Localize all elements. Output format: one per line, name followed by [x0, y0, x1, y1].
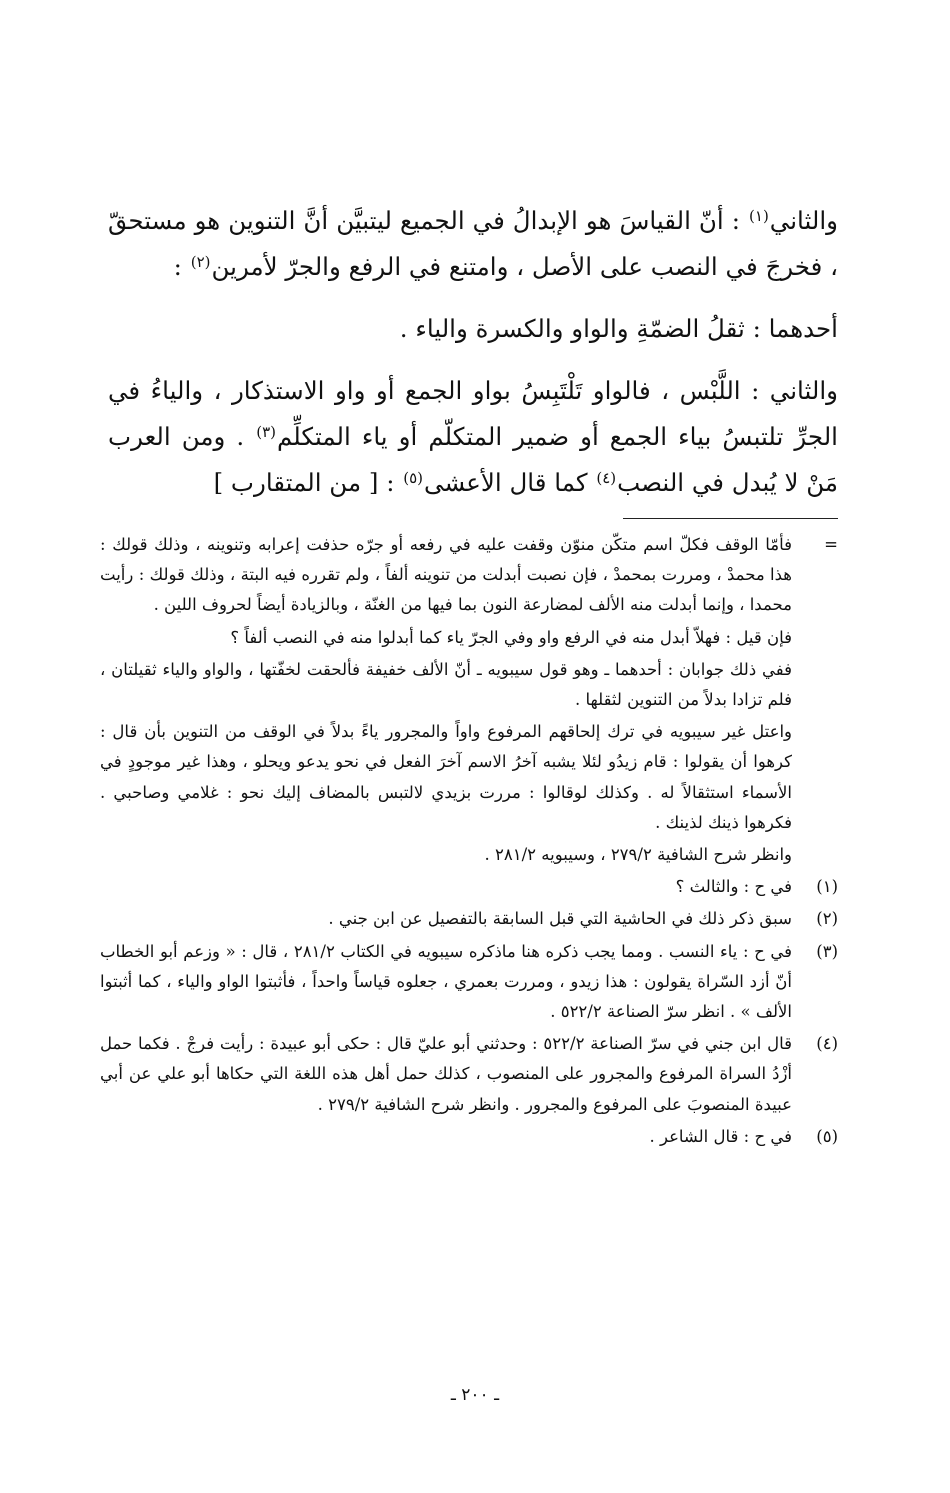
main-text [108, 198, 838, 522]
footnote-paragraph: وانظر شرح الشافية ٢٧٩/٢ ، وسيبويه ٢٨١/٢ . [484, 845, 792, 865]
footnote-continuation [100, 530, 838, 872]
paragraph-second-reason [108, 198, 838, 290]
footnote-text: في ح : ياء النسب . ومما يجب ذكره هنا ماذكره سيبويه في الكتاب ٢٨١/٢ ، قال : « وزعم أبو الخطاب أنّ أزد السّراة يقولون : هذا زيدو ، ومررت بعمري ، جعلوه قياساً واحداً ، فأثبتوا الواو والياء ، كما أثبتوا الألف » . انظر سرّ الصناعة ٥٢٢/٢ . [100, 941, 793, 1022]
footnote-body [100, 1122, 792, 1154]
footnotes [100, 530, 838, 1154]
footnote-number: (٣) [816, 941, 838, 961]
footnote-ref-1[interactable]: (١) [749, 206, 769, 225]
footnote-paragraph: واعتل غير سيبويه في ترك إلحاقهم المرفوع واواً والمجرور ياءً بدلاً في الوقف من التنوين بأن قال : كرهوا أن يقولوا : قام زيدُو لئلا يشبه آخرُ الاسم آخرَ الفعل في نحو يدعو ويحلو ، وهذا غير موجودٍ في الأسماء استثقالاً له . وكذلك لوقالوا : مررت بزيدي لالتبس بالمضاف إليك نحو : غلامي وصاحبي . فكرهوا ذينك لذينك . [100, 722, 792, 832]
footnote-4 [100, 1029, 838, 1122]
footnote-paragraph: فأمّا الوقف فكلّ اسم متكّن منوّن وقفت عليه في رفعه أو جرّه حذفت إعرابه وتنوينه ، وذلك قولك : هذا محمدْ ، ومررت بمحمدْ ، فإن نصبت أبدلت من تنوينه ألفاً ، ولم تقرره فيه البتة ، وذلك قولك : رأيت محمدا ، وإنما أبدلت منه الألف لمضارعة النون بما فيها من الغنّة ، وبالزيادة أيضاً لحروف اللين . [100, 535, 792, 615]
text-segment: : أنّ القياسَ هو الإبدالُ في الجميع ليتبيَّن أنَّ التنوين هو مستحقّ ، فخرجَ في النصب على الأصل ، وامتنع في الرفع والجرّ لأمرين [108, 206, 838, 281]
text-segment: : [ من المتقارب ] [213, 468, 403, 497]
footnote-5 [100, 1122, 838, 1154]
paragraph-second-cause [108, 368, 838, 506]
footnote-number: (١) [816, 877, 838, 897]
footnote-ref-4[interactable]: (٤) [596, 468, 617, 487]
footnote-body [100, 872, 792, 904]
continuation-marker: = [824, 535, 838, 554]
footnote-1 [100, 872, 838, 904]
footnote-2 [100, 904, 838, 936]
footnote-paragraph: فإن قيل : فهلاّ أبدل منه في الرفع واو وفي الجرّ ياء كما أبدلوا منه في النصب ألفاً ؟ [230, 627, 792, 647]
footnote-ref-5[interactable]: (٥) [403, 468, 424, 487]
footnote-body [100, 904, 792, 936]
footnote-3 [100, 937, 838, 1030]
text-segment: والثاني [769, 206, 838, 235]
footnote-paragraph: ففي ذلك جوابان : أحدهما ـ وهو قول سيبويه ـ أنّ الألف خفيفة فألحقت لخفّتها ، والواو والياء ثقيلتان ، فلم تزادا بدلاً من التنوين لثقلها . [100, 659, 792, 710]
footnote-text: في ح : والثالث ؟ [675, 877, 792, 897]
footnote-body [100, 1029, 792, 1122]
text-segment: : [173, 252, 190, 281]
footnote-number: (٤) [816, 1034, 838, 1054]
paragraph-first-cause: أحدهما : ثقلُ الضمّةِ والواو والكسرة والياء . [399, 314, 838, 343]
footnote-text: قال ابن جني في سرّ الصناعة ٥٢٢/٢ : وحدثني أبو عليّ قال : حكى أبو عبيدة : رأيت فرجْ . فكما حمل أزْدُ السراة المرفوع والمجرور على المنصوب ، كذلك حمل أهل هذه اللغة التي حكاها أبو علي عن أبي عبيدة المنصوبَ على المرفوع والمجرور . وانظر شرح الشافية ٢٧٩/٢ . [100, 1034, 793, 1114]
footnote-body [100, 530, 792, 872]
footnote-ref-2[interactable]: (٢) [190, 252, 211, 271]
page-number: ـ ٢٠٠ ـ [450, 1385, 500, 1405]
footnote-text: سبق ذكر ذلك في الحاشية التي قبل السابقة بالتفصيل عن ابن جني . [328, 909, 792, 929]
footnote-number: (٢) [816, 909, 838, 929]
footnote-ref-3[interactable]: (٣) [256, 422, 276, 441]
text-segment: . ومن العرب مَنْ لا يُبدل في النصب [108, 422, 838, 497]
text-segment: والثاني : اللَّبْس ، فالواو تَلْتَبِسُ بواو الجمع أو واو الاستذكار ، والياءُ في الجرِّ تلتبسُ بياء الجمع أو ضمير المتكلّم أو ياء المتكلِّم [108, 376, 838, 451]
footnote-text: في ح : قال الشاعر . [649, 1126, 792, 1146]
footnote-body [100, 937, 792, 1030]
text-segment: كما قال الأعشى [424, 468, 596, 497]
footnote-divider [623, 518, 838, 519]
footnote-number: (٥) [816, 1126, 838, 1146]
